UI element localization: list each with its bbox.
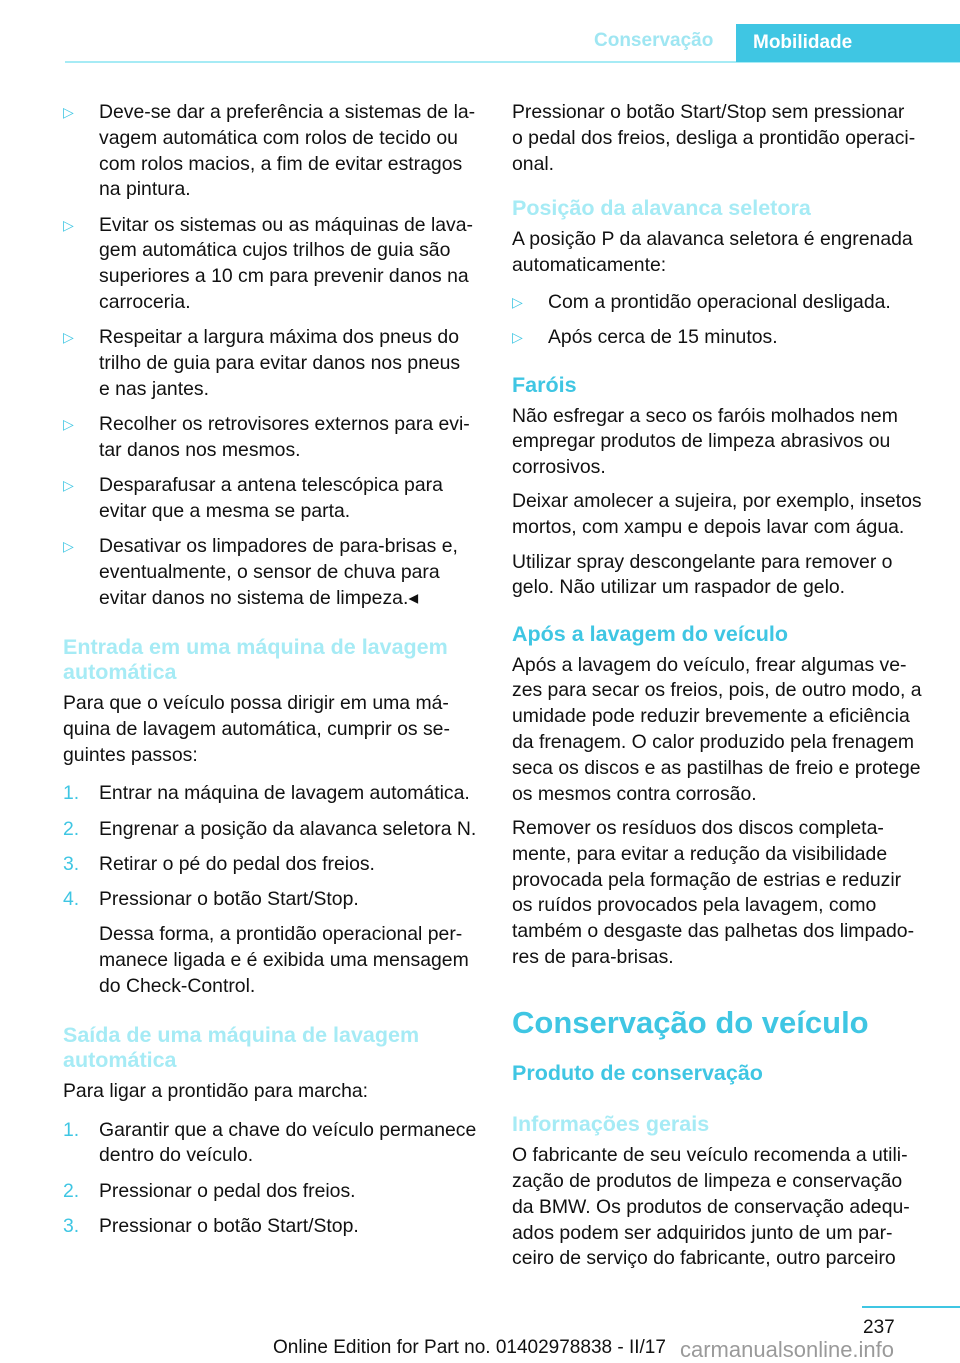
bullet-triangle-icon: ▷ — [63, 329, 74, 346]
text-line: da frenagem. O calor produzido pela frenagem — [512, 731, 915, 754]
step-note — [63, 922, 483, 999]
text-line: res de para-brisas. — [512, 945, 674, 968]
text-line: Pressionar o botão Start/Stop. — [99, 888, 359, 911]
heading-exit-car-wash — [63, 1023, 483, 1073]
text-line: corrosivos. — [512, 456, 606, 479]
edition-text: Online Edition for Part no. 01402978838 - II/17 — [273, 1337, 666, 1358]
step-item — [63, 781, 483, 807]
text-line: empregar produtos de limpeza abrasivos ou — [512, 430, 891, 453]
text-line: Remover os resíduos dos discos completa- — [512, 816, 884, 839]
watermark[interactable]: carmanualsonline.info — [680, 1337, 895, 1362]
text-line: também o desgaste das palhetas dos limpado- — [512, 920, 915, 943]
text-line: evitar danos no sistema de limpeza.◂ — [99, 587, 419, 610]
heading-after-wash: Após a lavagem do veículo — [512, 621, 789, 646]
text-line: tar danos nos mesmos. — [99, 439, 301, 462]
step-number: 4. — [63, 888, 80, 911]
step-number: 3. — [63, 1215, 80, 1237]
text-line: Pressionar o botão Start/Stop sem pressionar — [512, 101, 905, 123]
heading-line: Saída de uma máquina de lavagem — [63, 1023, 420, 1048]
text-line: Para que o veículo possa dirigir em uma má- — [63, 692, 449, 715]
precautions-list — [63, 100, 483, 612]
step-item — [63, 1214, 483, 1240]
list-item — [512, 325, 942, 351]
text-line: Deve-se dar a preferência a sistemas de la- — [99, 101, 476, 123]
bullet-triangle-icon: ▷ — [512, 329, 523, 346]
paragraph — [512, 489, 942, 541]
text-line: Garantir que a chave do veículo permanece — [99, 1118, 477, 1141]
step-item — [63, 852, 483, 878]
text-line: A posição P da alavanca seletora é engrenada — [512, 227, 913, 250]
text-line: Com a prontidão operacional desligada. — [548, 290, 891, 313]
paragraph — [512, 404, 942, 481]
heading-general-info: Informações gerais — [512, 1112, 710, 1137]
paragraph — [512, 550, 942, 602]
text-line: umidade pode reduzir brevemente a eficiência — [512, 705, 910, 728]
text-line: Após a lavagem do veículo, frear algumas ve- — [512, 653, 907, 676]
text-line: os mesmos contra corrosão. — [512, 782, 757, 805]
step-number: 1. — [63, 1118, 80, 1141]
heading-entry-car-wash — [63, 635, 483, 685]
paragraph — [512, 816, 942, 971]
list-item — [63, 213, 483, 316]
text-line: seca os discos e as pastilhas de freio e protege — [512, 756, 921, 779]
selector-text — [512, 227, 942, 279]
step-number: 3. — [63, 852, 80, 875]
text-line: guintes passos: — [63, 743, 198, 766]
step-number: 1. — [63, 782, 80, 805]
text-line: superiores a 10 cm para prevenir danos na — [99, 265, 469, 288]
text-line: ados podem ser adquiridos junto de um par- — [512, 1221, 893, 1244]
text-line: dentro do veículo. — [99, 1144, 254, 1167]
step-number: 2. — [63, 817, 80, 840]
text-line: manece ligada e é exibida uma mensagem — [99, 949, 469, 972]
text-line: carroceria. — [99, 291, 191, 314]
list-item — [512, 290, 942, 316]
entry-intro — [63, 691, 483, 768]
section-tab-mobilidade[interactable]: Mobilidade — [736, 24, 960, 62]
text-line: evitar que a mesma se parta. — [99, 500, 351, 523]
text-line: Pressionar o botão Start/Stop. — [99, 1215, 359, 1237]
list-item — [63, 473, 483, 525]
text-line: Retirar o pé do pedal dos freios. — [99, 852, 375, 875]
right-column — [512, 100, 942, 1281]
text-line: Deixar amolecer a sujeira, por exemplo, insetos — [512, 490, 922, 513]
bullet-triangle-icon: ▷ — [63, 538, 74, 555]
text-line: Respeitar a largura máxima dos pneus do — [99, 326, 459, 349]
text-line: eventualmente, o sensor de chuva para — [99, 561, 440, 584]
heading-care-product: Produto de conservação — [512, 1061, 763, 1086]
entry-steps-list — [63, 781, 483, 1000]
text-line: Não esfregar a seco os faróis molhados nem — [512, 404, 898, 427]
chapter-title: Conservação do veículo — [512, 1005, 869, 1041]
step-item — [63, 1179, 483, 1205]
text-line: gelo. Não utilizar um raspador de gelo. — [512, 576, 846, 599]
bullet-triangle-icon: ▷ — [63, 477, 74, 494]
text-line: mente, para evitar a redução da visibilidade — [512, 842, 888, 865]
text-line: da BMW. Os produtos de conservação adequ- — [512, 1195, 910, 1218]
heading-line: automática — [63, 1048, 177, 1073]
list-item — [63, 325, 483, 402]
heading-selector-position: Posição da alavanca seletora — [512, 195, 811, 220]
text-line: O fabricante de seu veículo recomenda a utili- — [512, 1144, 908, 1167]
step-item — [63, 1118, 483, 1170]
text-line: provocada pela formação de estrias e reduzir — [512, 868, 902, 891]
step-number: 2. — [63, 1179, 80, 1202]
text-line: automaticamente: — [512, 253, 667, 276]
paragraph — [512, 1143, 942, 1272]
text-line: Evitar os sistemas ou as máquinas de lava- — [99, 213, 473, 236]
text-line: ceiro de serviço do fabricante, outro parceiro — [512, 1247, 896, 1270]
paragraph — [512, 653, 942, 808]
text-line: e nas jantes. — [99, 377, 209, 400]
text-line: Para ligar a prontidão para marcha: — [63, 1080, 369, 1103]
text-line: Desparafusar a antena telescópica para — [99, 474, 443, 497]
step-item — [63, 887, 483, 913]
text-line: Desativar os limpadores de para-brisas e, — [99, 535, 458, 558]
text-line: mortos, com xampu e depois lavar com água. — [512, 516, 905, 539]
text-line: os ruídos provocados pela lavagem, como — [512, 894, 877, 917]
text-line: trilho de guia para evitar danos nos pneus — [99, 352, 461, 375]
text-line: Engrenar a posição da alavanca seletora N. — [99, 817, 477, 840]
heading-line: Entrada em uma máquina de lavagem — [63, 635, 448, 660]
text-line: do Check-Control. — [99, 975, 256, 998]
text-line: o pedal dos freios, desliga a prontidão operaci- — [512, 126, 916, 149]
heading-line: automática — [63, 660, 177, 685]
step-item — [63, 817, 483, 843]
heading-headlights: Faróis — [512, 372, 577, 397]
footer-rule — [862, 1306, 960, 1308]
text-line: zes para secar os freios, pois, de outro modo, a — [512, 679, 922, 702]
list-item — [63, 534, 483, 611]
text-line: quina de lavagem automática, cumprir os se- — [63, 718, 450, 741]
bullet-triangle-icon: ▷ — [63, 416, 74, 433]
text-line: na pintura. — [99, 178, 191, 201]
page-number: 237 — [863, 1317, 895, 1338]
text-line: Utilizar spray descongelante para remover o — [512, 550, 893, 573]
standby-intro — [512, 100, 942, 177]
exit-steps-list — [63, 1118, 483, 1240]
exit-intro — [63, 1079, 483, 1105]
text-line: Entrar na máquina de lavagem automática. — [99, 782, 470, 805]
list-item — [63, 412, 483, 464]
text-line: Após cerca de 15 minutos. — [548, 326, 778, 349]
bullet-triangle-icon: ▷ — [63, 216, 74, 233]
text-line: gem automática cujos trilhos de guia são — [99, 239, 451, 262]
list-item — [63, 100, 483, 203]
text-line: Dessa forma, a prontidão operacional per- — [99, 923, 463, 946]
text-line: com rolos macios, a fim de evitar estragos — [99, 152, 463, 175]
bullet-triangle-icon: ▷ — [63, 104, 74, 120]
section-tab-conservacao[interactable]: Conservação — [594, 30, 714, 51]
text-line: vagem automática com rolos de tecido ou — [99, 126, 458, 149]
text-line: onal. — [512, 152, 555, 175]
bullet-triangle-icon: ▷ — [512, 293, 523, 310]
left-column — [63, 100, 483, 1249]
text-line: zação de produtos de limpeza e conservação — [512, 1170, 903, 1193]
text-line: Recolher os retrovisores externos para evi- — [99, 413, 470, 436]
text-line: Pressionar o pedal dos freios. — [99, 1179, 356, 1202]
